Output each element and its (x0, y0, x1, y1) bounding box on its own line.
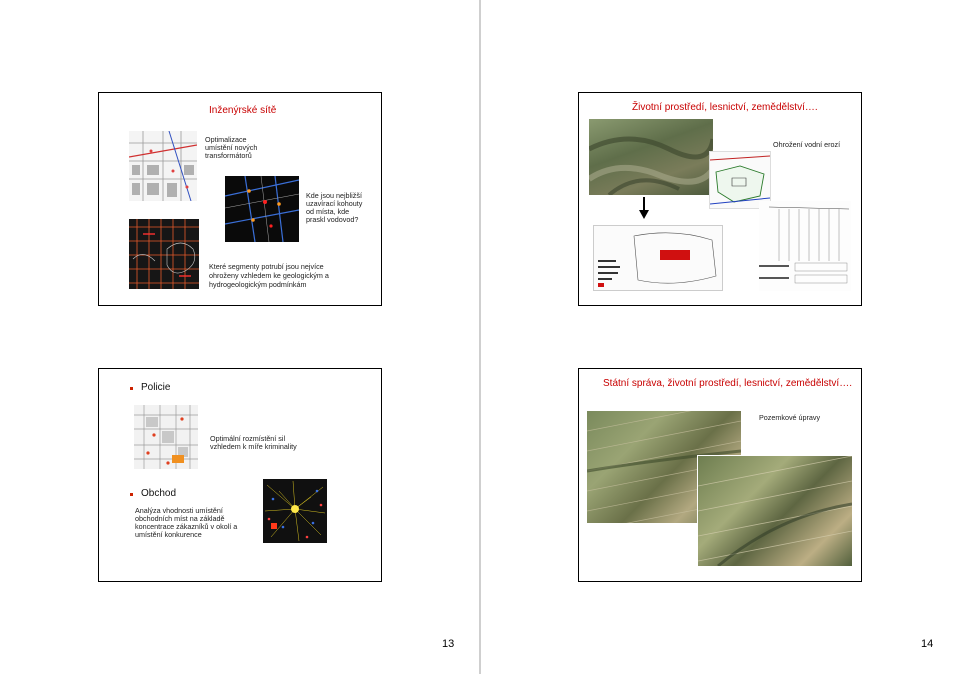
pipes-caption-line1: Které segmenty potrubí jsou nejvíce (209, 262, 324, 271)
transformers-caption-line3: transformátorů (205, 151, 252, 160)
page-number-14: 14 (921, 638, 934, 650)
slide-subtitle-commerce: Obchod (141, 488, 177, 499)
page-number-13: 13 (442, 638, 455, 650)
commerce-caption-line1: Analýza vhodnosti umístění (135, 506, 223, 515)
slide-engineering-networks (98, 92, 382, 306)
police-caption-line1: Optimální rozmístění sil (210, 434, 286, 443)
slide-environment-erosion (578, 92, 862, 306)
commerce-caption-line3: koncentrace zákazníků v okolí a (135, 522, 238, 531)
customer-concentration-map-image (263, 479, 327, 543)
valves-caption-line1: Kde jsou nejbližší (306, 191, 362, 200)
slide-title: Inženýrské sítě (209, 105, 277, 116)
pipes-caption-line3: hydrogeologickým podmínkám (209, 280, 307, 289)
commerce-caption-line2: obchodních míst na základě (135, 514, 225, 523)
pipe-segments-map-image (129, 219, 199, 289)
erosion-caption: Ohrožení vodní erozí (773, 140, 841, 149)
valves-caption-line2: uzavírací kohouty (306, 199, 363, 208)
slide-title-police: Policie (141, 382, 171, 393)
aerial-terrain-image (589, 119, 713, 195)
pipes-caption-line2: ohroženy vzhledem ke geologickým a (209, 271, 329, 280)
transformer-map-image (129, 131, 197, 201)
arrow-down-icon (639, 197, 649, 219)
bullet-commerce (130, 493, 133, 496)
land-adjustment-caption: Pozemkové úpravy (759, 413, 821, 422)
slide-state-administration (578, 368, 862, 582)
aerial-fields-after-image (697, 455, 853, 567)
valves-caption-line4: praskl vodovod? (306, 215, 359, 224)
bullet-police (130, 387, 133, 390)
erosion-profile-chart-image (759, 201, 851, 291)
erosion-risk-plan-image (593, 225, 723, 291)
slide-title: Životní prostředí, lesnictví, zemědělství…. (632, 102, 818, 113)
police-caption-line2: vzhledem k míře kriminality (210, 442, 297, 451)
police-crime-map-image (134, 405, 198, 469)
valves-caption-line3: od místa, kde (306, 207, 350, 216)
slide-title: Státní správa, životní prostředí, lesnictví, zemědělství…. (603, 378, 852, 389)
water-valve-map-image (225, 176, 299, 242)
handout-page-14 (481, 0, 960, 674)
transformers-caption-line2: umístění nových (205, 143, 258, 152)
slide-police-commerce (98, 368, 382, 582)
transformers-caption-line1: Optimalizace (205, 135, 247, 144)
commerce-caption-line4: umístění konkurence (135, 530, 202, 539)
handout-page-13 (0, 0, 479, 674)
